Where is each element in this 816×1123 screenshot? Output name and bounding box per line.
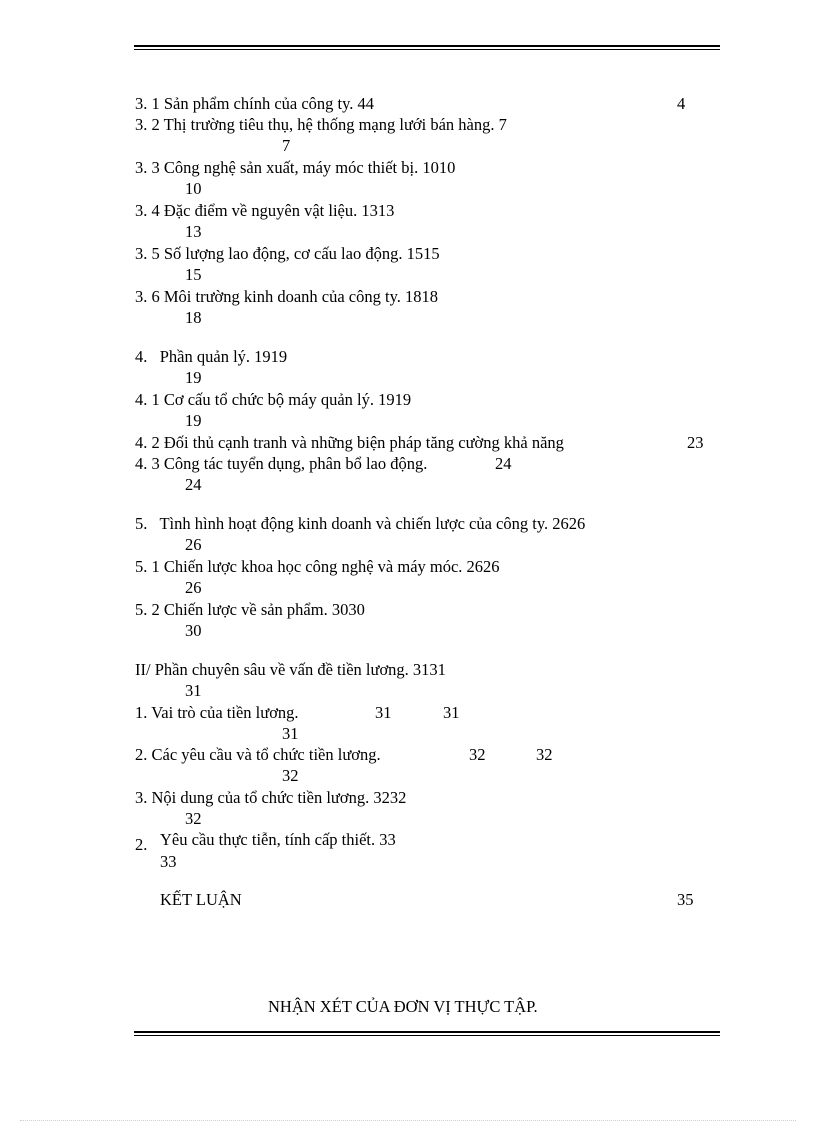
toc-entry-4-2: 4. 2 Đối thủ cạnh tranh và những biện pháp tăng cường khả năng [135, 433, 564, 452]
toc-entry-conclusion: KẾT LUẬN [160, 890, 242, 909]
toc-entry-ii-3: 3. Nội dung của tổ chức tiền lương. 3232 [135, 788, 407, 807]
toc-entry-3-4-page: 13 [185, 222, 202, 241]
toc-entry-ii-1: 1. Vai trò của tiền lương. [135, 703, 299, 722]
toc-entry-3-6: 3. 6 Môi trường kinh doanh của công ty. 1818 [135, 287, 439, 306]
toc-entry-5-page: 26 [185, 535, 202, 554]
toc-entry-4: 4. Phần quản lý. 1919 [135, 347, 288, 366]
toc-entry-3-3: 3. 3 Công nghệ sản xuất, máy móc thiết bị. 1010 [135, 158, 456, 177]
toc-entry-ii-2-page-b: 32 [536, 745, 553, 764]
page-bottom-dotted-line [20, 1120, 796, 1121]
toc-entry-3-2: 3. 2 Thị trường tiêu thụ, hệ thống mạng lưới bán hàng. 7 [135, 115, 507, 134]
toc-entry-ii-2-page: 32 [282, 766, 299, 785]
toc-entry-4-2-page: 23 [687, 433, 704, 452]
toc-entry-part-ii-page: 31 [185, 681, 202, 700]
toc-entry-ii-4-number: 2. [135, 835, 148, 854]
toc-entry-3-1-page: 4 [677, 94, 686, 113]
toc-entry-conclusion-page: 35 [677, 890, 694, 909]
toc-entry-ii-2-page-a: 32 [469, 745, 486, 764]
toc-entry-5-1-page: 26 [185, 578, 202, 597]
toc-entry-ii-1-page: 31 [282, 724, 299, 743]
toc-entry-3-4: 3. 4 Đặc điểm về nguyên vật liệu. 1313 [135, 201, 395, 220]
toc-entry-4-1: 4. 1 Cơ cấu tổ chức bộ máy quản lý. 1919 [135, 390, 412, 409]
toc-entry-3-5-page: 15 [185, 265, 202, 284]
toc-entry-ii-1-page-a: 31 [375, 703, 392, 722]
toc-entry-3-5: 3. 5 Số lượng lao động, cơ cấu lao động. 1515 [135, 244, 440, 263]
toc-entry-3-6-page: 18 [185, 308, 202, 327]
remarks-heading: NHẬN XÉT CỦA ĐƠN VỊ THỰC TẬP. [268, 997, 538, 1016]
toc-entry-ii-2: 2. Các yêu cầu và tổ chức tiền lương. [135, 745, 381, 764]
toc-entry-ii-3-page: 32 [185, 809, 202, 828]
toc-entry-ii-4: Yêu cầu thực tiễn, tính cấp thiết. 33 [160, 830, 396, 849]
toc-entry-3-1: 3. 1 Sản phẩm chính của công ty. 44 [135, 94, 375, 113]
header-double-rule [134, 45, 720, 50]
toc-entry-5-2-page: 30 [185, 621, 202, 640]
toc-entry-4-3: 4. 3 Công tác tuyển dụng, phân bổ lao động. [135, 454, 428, 473]
toc-entry-5-1: 5. 1 Chiến lược khoa học công nghệ và máy móc. 2626 [135, 557, 500, 576]
toc-entry-3-2-page: 7 [282, 136, 291, 155]
toc-entry-5: 5. Tình hình hoạt động kinh doanh và chiến lược của công ty. 2626 [135, 514, 586, 533]
toc-entry-4-3-page: 24 [185, 475, 202, 494]
toc-entry-ii-1-page-b: 31 [443, 703, 460, 722]
toc-entry-4-3-page-inline: 24 [495, 454, 512, 473]
toc-entry-ii-4-page: 33 [160, 852, 177, 871]
toc-entry-3-3-page: 10 [185, 179, 202, 198]
footer-double-rule [134, 1031, 720, 1036]
toc-entry-5-2: 5. 2 Chiến lược về sản phẩm. 3030 [135, 600, 365, 619]
toc-entry-4-1-page: 19 [185, 411, 202, 430]
toc-entry-4-page: 19 [185, 368, 202, 387]
toc-entry-part-ii: II/ Phần chuyên sâu về vấn đề tiền lương. 3131 [135, 660, 446, 679]
